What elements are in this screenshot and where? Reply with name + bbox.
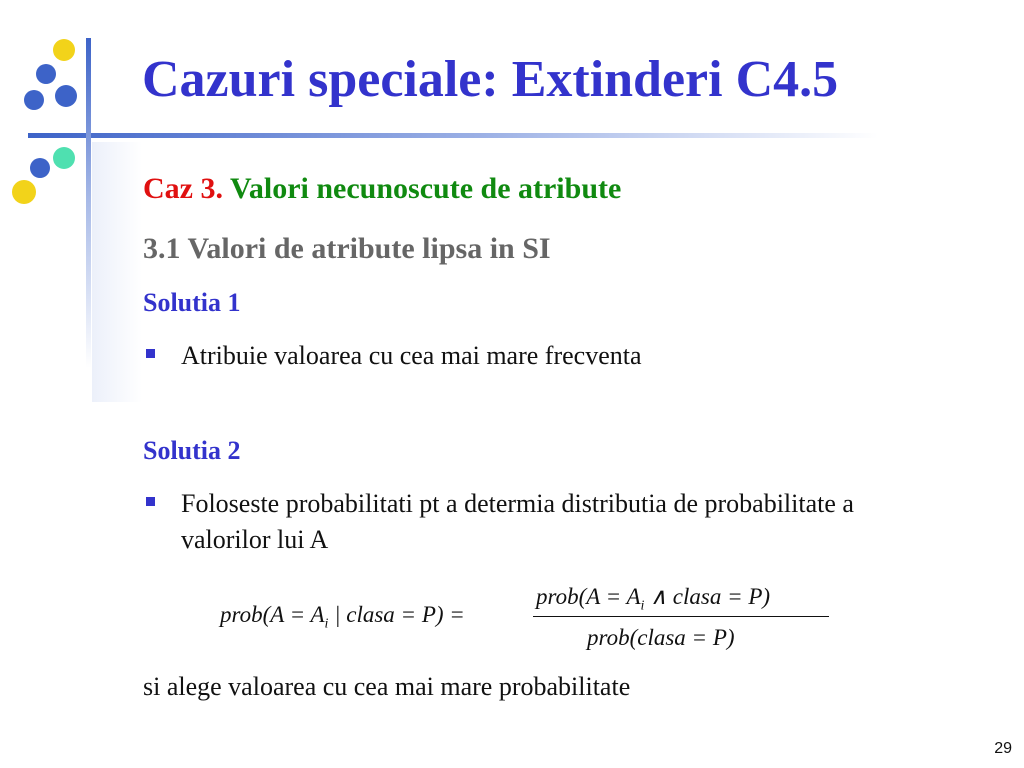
- square-bullet-icon: [146, 349, 155, 358]
- closing-text: si alege valoarea cu cea mai mare probabilitate: [143, 672, 631, 701]
- bullet-text: Foloseste probabilitati pt a determia distributia de probabilitate a valorilor lui A: [181, 489, 854, 554]
- teal-dot: [53, 147, 75, 169]
- case-text: Valori necunoscute de atribute: [222, 172, 622, 205]
- slide-title: Cazuri speciale: Extinderi C4.5: [142, 51, 839, 108]
- formula-lhs: prob(A = $A_i$ | clasa = P) =: [220, 602, 465, 632]
- formula-numerator: prob(A = $A_i$ ∧ clasa = P): [536, 584, 771, 614]
- blue-dot-1: [36, 64, 56, 84]
- blue-dot-2: [24, 90, 44, 110]
- formula-denominator: prob(clasa = P): [587, 625, 735, 650]
- yellow-dot-top: [53, 39, 75, 61]
- fraction-bar: [533, 616, 829, 617]
- blue-dot-3: [55, 85, 77, 107]
- probability-formula: [220, 580, 840, 658]
- case-heading: [143, 172, 621, 206]
- yellow-dot-bottom: [12, 180, 36, 204]
- bullet-text: Atribuie valoarea cu cea mai mare frecventa: [181, 341, 642, 370]
- solution-1-heading: Solutia 1: [143, 288, 241, 317]
- square-bullet-icon: [146, 497, 155, 506]
- blue-dot-4: [30, 158, 50, 178]
- page-number: 29: [994, 740, 1012, 757]
- case-label: Caz 3.: [143, 172, 223, 205]
- solution-2-heading: Solutia 2: [143, 436, 241, 465]
- section-subtitle: 3.1 Valori de atribute lipsa in SI: [143, 232, 551, 265]
